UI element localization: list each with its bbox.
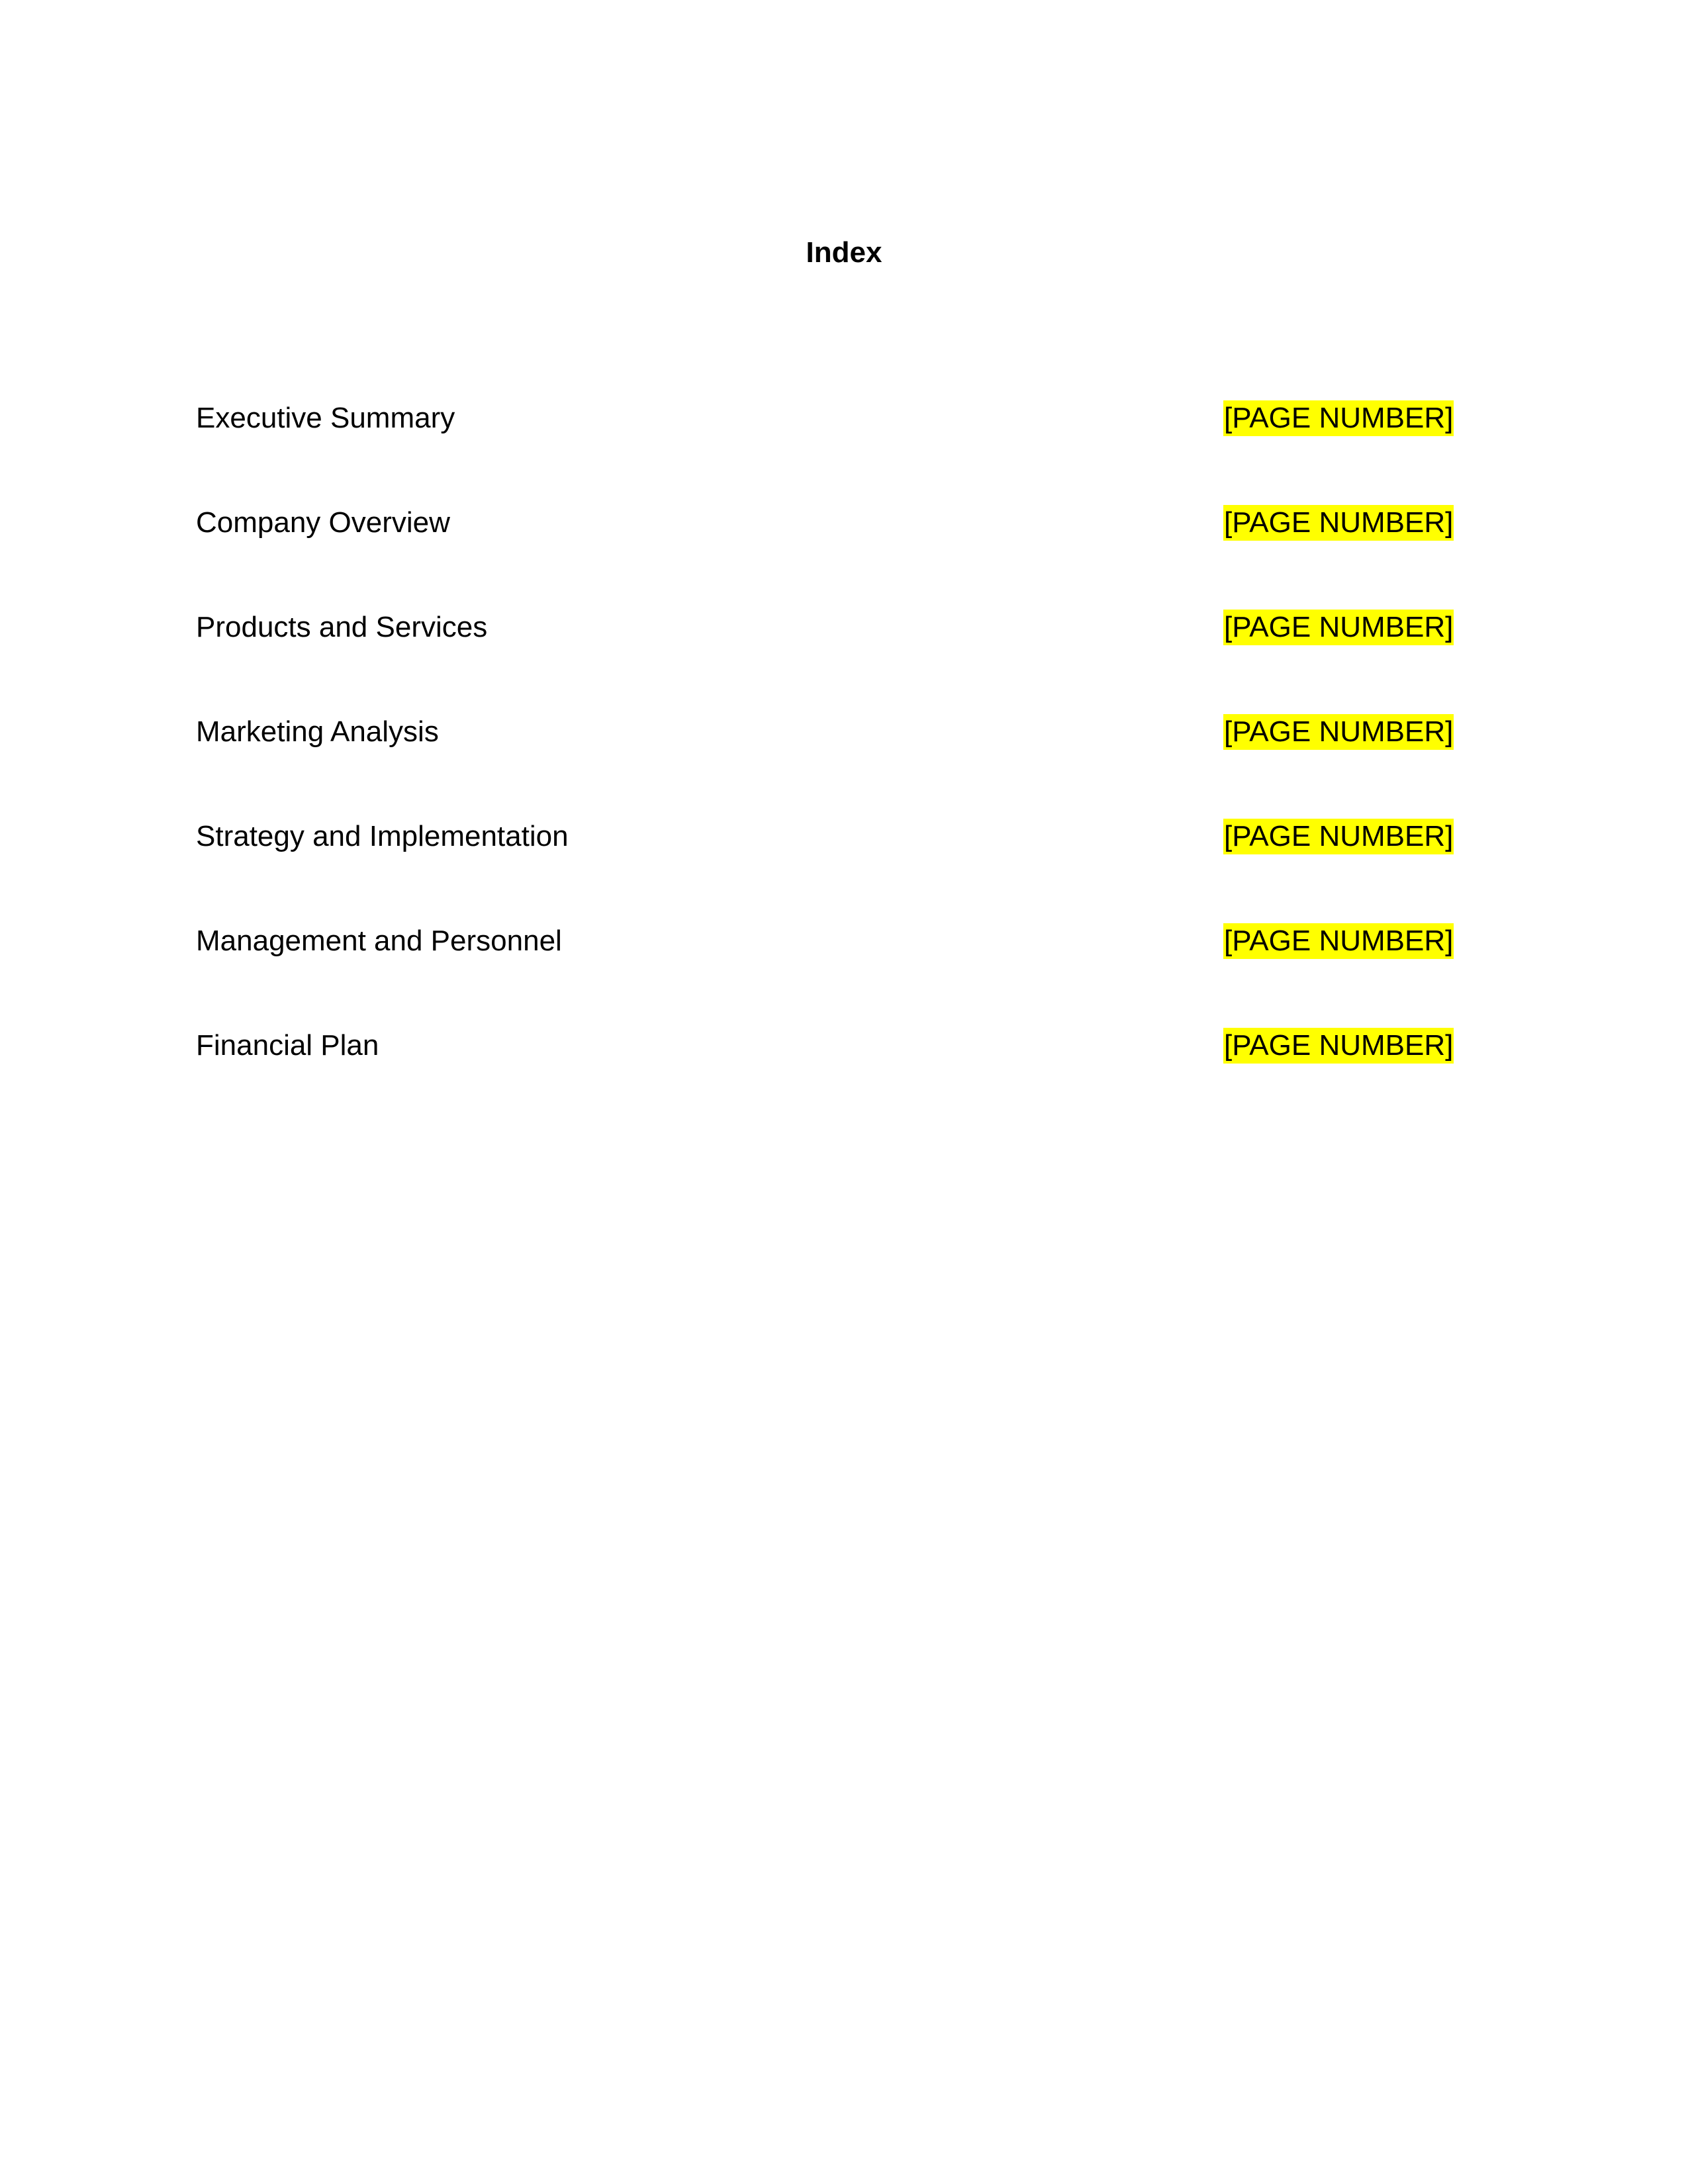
index-entry	[196, 711, 1454, 815]
index-entry	[196, 502, 1454, 606]
index-entry-label: Products and Services	[196, 611, 488, 643]
page-title: Index	[806, 236, 882, 269]
page-number-placeholder: [PAGE NUMBER]	[1223, 714, 1454, 750]
index-list	[196, 397, 1454, 1129]
index-entry-label: Strategy and Implementation	[196, 820, 569, 852]
index-entry	[196, 920, 1454, 1024]
page-number-placeholder: [PAGE NUMBER]	[1223, 819, 1454, 854]
page-number-placeholder: [PAGE NUMBER]	[1223, 610, 1454, 645]
index-entry-label: Marketing Analysis	[196, 715, 439, 748]
index-entry	[196, 606, 1454, 711]
index-entry	[196, 397, 1454, 502]
page-number-placeholder: [PAGE NUMBER]	[1223, 1028, 1454, 1064]
page-number-placeholder: [PAGE NUMBER]	[1223, 923, 1454, 959]
index-entry-label: Company Overview	[196, 506, 450, 539]
index-entry-label: Executive Summary	[196, 402, 455, 434]
page-number-placeholder: [PAGE NUMBER]	[1223, 505, 1454, 541]
index-entry	[196, 815, 1454, 920]
page-number-placeholder: [PAGE NUMBER]	[1223, 400, 1454, 436]
index-entry	[196, 1024, 1454, 1129]
index-entry-label: Financial Plan	[196, 1029, 379, 1062]
index-entry-label: Management and Personnel	[196, 925, 562, 957]
